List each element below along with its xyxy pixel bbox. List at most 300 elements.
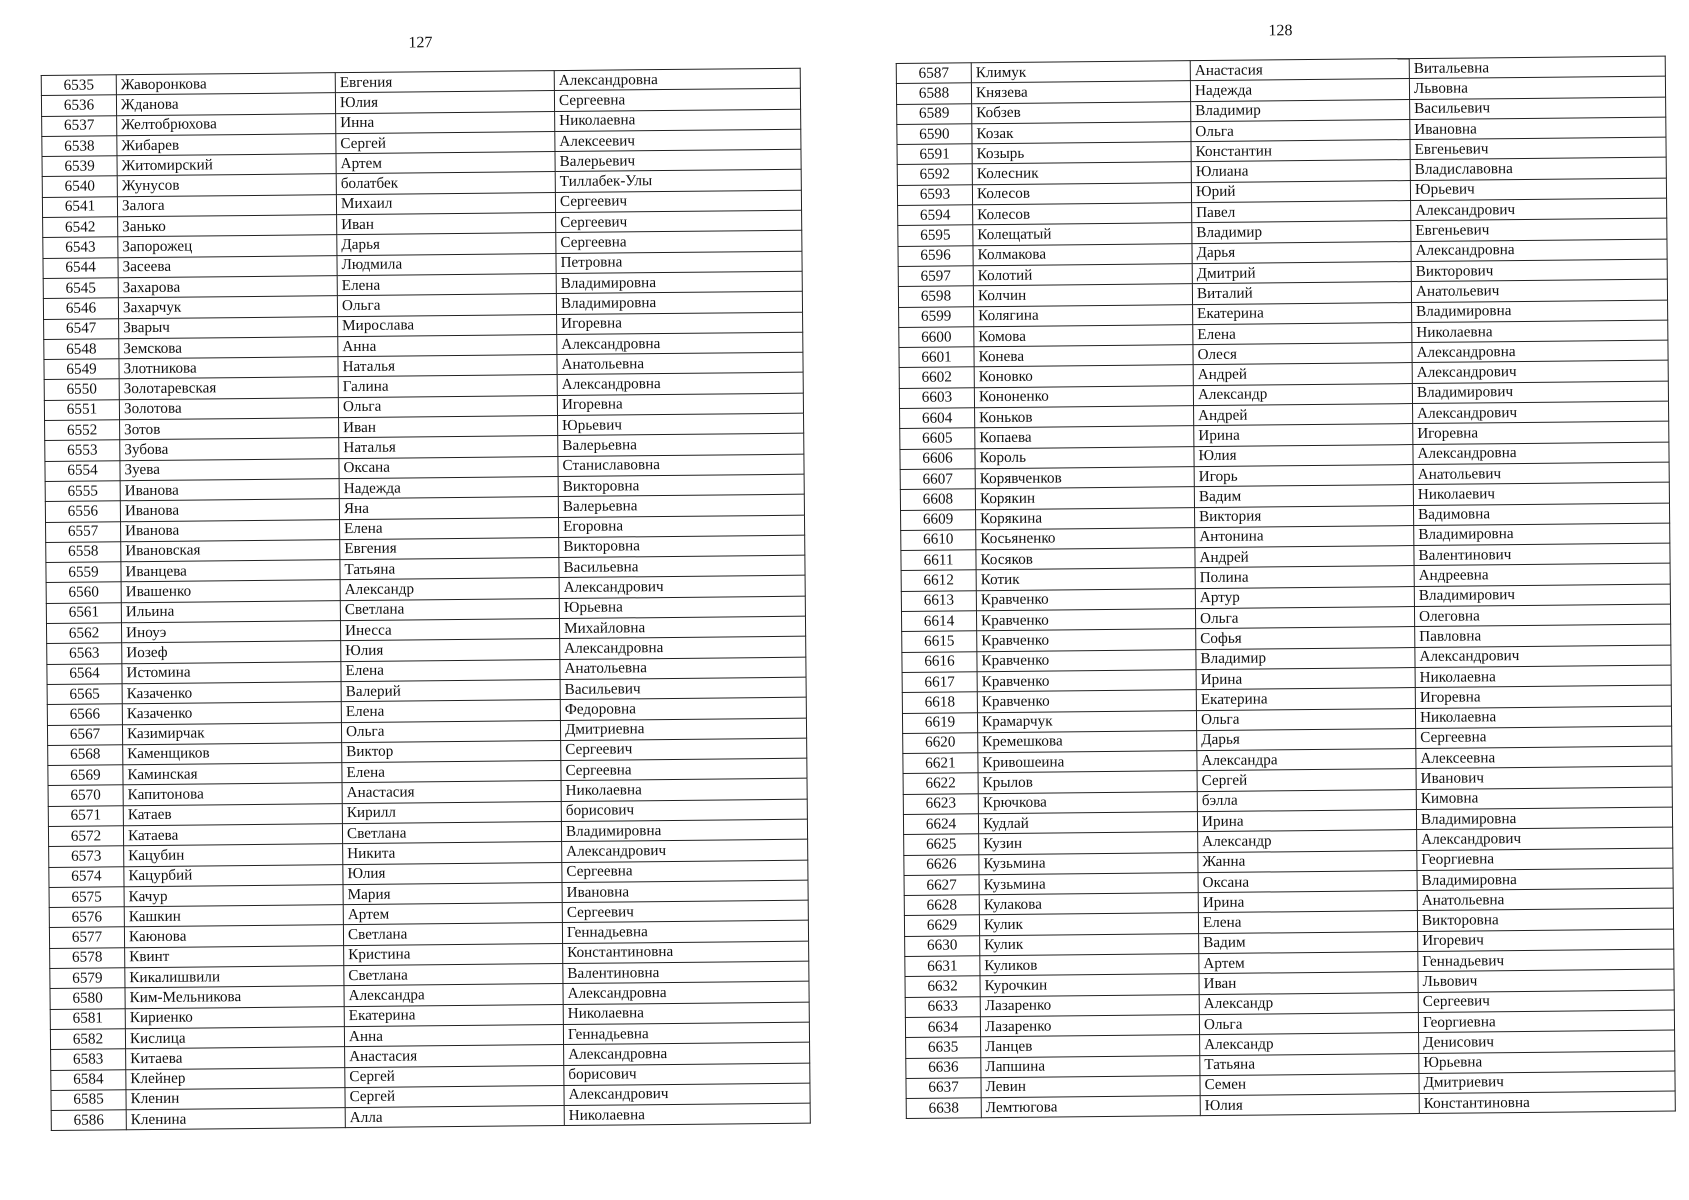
first-name-cell: Анна bbox=[338, 334, 557, 356]
first-name-cell: Екатерина bbox=[344, 1004, 563, 1026]
first-name-cell: Наталья bbox=[338, 355, 557, 377]
surname-cell: Ильина bbox=[121, 600, 340, 622]
first-name-cell: Анастасия bbox=[345, 1045, 564, 1067]
surname-cell: Казимирчак bbox=[122, 722, 341, 744]
first-name-cell: Андрей bbox=[1195, 546, 1414, 568]
surname-cell: Качур bbox=[124, 885, 343, 907]
patronymic-cell: Сергеевич bbox=[555, 190, 801, 213]
surname-cell: Каменщиков bbox=[123, 742, 342, 764]
first-name-cell: Яна bbox=[339, 497, 558, 519]
patronymic-cell: Викторович bbox=[1411, 259, 1667, 282]
record-number-cell: 6588 bbox=[896, 83, 971, 104]
patronymic-cell: Львовна bbox=[1409, 76, 1665, 99]
first-name-cell: Мария bbox=[343, 882, 562, 904]
patronymic-cell: Александровна bbox=[564, 1042, 810, 1065]
surname-cell: Колотий bbox=[973, 264, 1192, 286]
patronymic-cell: Кимовна bbox=[1416, 787, 1672, 810]
record-number-cell: 6540 bbox=[42, 176, 117, 197]
record-number-cell: 6629 bbox=[904, 915, 979, 936]
record-number-cell: 6580 bbox=[50, 988, 125, 1009]
record-number-cell: 6611 bbox=[901, 550, 976, 571]
record-number-cell: 6565 bbox=[47, 684, 122, 705]
first-name-cell: Светлана bbox=[343, 923, 562, 945]
patronymic-cell: Сергеевич bbox=[562, 900, 808, 923]
first-name-cell: Артем bbox=[343, 903, 562, 925]
patronymic-cell: Александровна bbox=[1412, 340, 1668, 363]
first-name-cell: Андрей bbox=[1194, 404, 1413, 426]
record-number-cell: 6541 bbox=[42, 197, 117, 218]
surname-cell: Колещатый bbox=[973, 223, 1192, 245]
surname-cell: Иноуэ bbox=[121, 621, 340, 643]
surname-cell: Левин bbox=[981, 1075, 1200, 1097]
patronymic-cell: Александрович bbox=[1411, 198, 1667, 221]
surname-cell: Косьяненко bbox=[976, 527, 1195, 549]
surname-cell: Крамарчук bbox=[977, 710, 1196, 732]
record-number-cell: 6574 bbox=[49, 866, 124, 887]
first-name-cell: Виктор bbox=[342, 740, 561, 762]
patronymic-cell: Владимировна bbox=[556, 291, 802, 314]
record-number-cell: 6602 bbox=[899, 367, 974, 388]
surname-cell: Ким-Мельникова bbox=[125, 986, 344, 1008]
record-number-cell: 6623 bbox=[903, 793, 978, 814]
patronymic-cell: Юрьевна bbox=[1419, 1051, 1675, 1074]
patronymic-cell: Анатольевич bbox=[1411, 279, 1667, 302]
first-name-cell: Елена bbox=[1198, 911, 1417, 933]
first-name-cell: Евгения bbox=[335, 71, 554, 93]
record-number-cell: 6605 bbox=[900, 428, 975, 449]
first-name-cell: Александр bbox=[1193, 383, 1412, 405]
patronymic-cell: Александрович bbox=[559, 576, 805, 599]
first-name-cell: Никита bbox=[343, 842, 562, 864]
first-name-cell: Владимир bbox=[1196, 647, 1415, 669]
patronymic-cell: борисович bbox=[564, 1063, 810, 1086]
record-number-cell: 6573 bbox=[49, 846, 124, 867]
first-name-cell: Ирина bbox=[1196, 667, 1415, 689]
patronymic-cell: Николаевна bbox=[564, 1103, 810, 1126]
patronymic-cell: Васильевич bbox=[560, 677, 806, 700]
surname-cell: Кузьмина bbox=[979, 852, 1198, 874]
record-number-cell: 6564 bbox=[47, 663, 122, 684]
first-name-cell: Анастасия bbox=[342, 781, 561, 803]
first-name-cell: Ольга bbox=[341, 720, 560, 742]
first-name-cell: Виктория bbox=[1194, 505, 1413, 527]
surname-cell: Кравченко bbox=[976, 609, 1195, 631]
surname-cell: Коньков bbox=[975, 406, 1194, 428]
surname-cell: Кузьмина bbox=[979, 873, 1198, 895]
surname-cell: Кулик bbox=[980, 933, 1199, 955]
patronymic-cell: Андреевна bbox=[1414, 564, 1670, 587]
record-number-cell: 6586 bbox=[51, 1110, 126, 1131]
first-name-cell: Анастасия bbox=[1190, 59, 1409, 81]
surname-cell: Лемтюгова bbox=[981, 1096, 1200, 1118]
record-number-cell: 6582 bbox=[50, 1029, 125, 1050]
patronymic-cell: Александрович bbox=[564, 1083, 810, 1106]
first-name-cell: Юлия bbox=[1200, 1094, 1419, 1116]
patronymic-cell: Анатольевна bbox=[1417, 888, 1673, 911]
first-name-cell: Иван bbox=[337, 213, 556, 235]
patronymic-cell: Владимировна bbox=[1414, 523, 1670, 546]
surname-cell: Жибарев bbox=[117, 134, 336, 156]
surname-cell: Засеева bbox=[118, 255, 337, 277]
surname-cell: Кириенко bbox=[125, 1006, 344, 1028]
record-number-cell: 6537 bbox=[42, 115, 117, 136]
record-number-cell: 6553 bbox=[45, 440, 120, 461]
record-number-cell: 6538 bbox=[42, 136, 117, 157]
record-number-cell: 6544 bbox=[43, 257, 118, 278]
record-number-cell: 6614 bbox=[901, 611, 976, 632]
patronymic-cell: Александрович bbox=[562, 839, 808, 862]
record-number-cell: 6581 bbox=[50, 1008, 125, 1029]
surname-cell: Крылов bbox=[978, 771, 1197, 793]
surname-cell: Кравченко bbox=[977, 649, 1196, 671]
first-name-cell: Софья bbox=[1196, 627, 1415, 649]
first-name-cell: Владимир bbox=[1192, 221, 1411, 243]
record-number-cell: 6569 bbox=[48, 765, 123, 786]
first-name-cell: Анна bbox=[344, 1024, 563, 1046]
patronymic-cell: Сергеевна bbox=[554, 89, 800, 112]
first-name-cell: Юрий bbox=[1191, 180, 1410, 202]
first-name-cell: Светлана bbox=[344, 964, 563, 986]
patronymic-cell: Сергеевна bbox=[1416, 726, 1672, 749]
first-name-cell: Ольга bbox=[1196, 708, 1415, 730]
surname-cell: Жунусов bbox=[117, 174, 336, 196]
first-name-cell: Юлиана bbox=[1191, 160, 1410, 182]
patronymic-cell: Георгиевна bbox=[1418, 1010, 1674, 1033]
record-number-cell: 6627 bbox=[904, 875, 979, 896]
patronymic-cell: Валерьевна bbox=[558, 494, 804, 517]
surname-cell: Ивановская bbox=[121, 539, 340, 561]
first-name-cell: Мирослава bbox=[338, 314, 557, 336]
first-name-cell: Артем bbox=[336, 152, 555, 174]
first-name-cell: Светлана bbox=[340, 598, 559, 620]
surname-cell: Каюнова bbox=[124, 925, 343, 947]
first-name-cell: Ольга bbox=[337, 294, 556, 316]
patronymic-cell: Павловна bbox=[1415, 624, 1671, 647]
record-number-cell: 6587 bbox=[896, 63, 971, 84]
first-name-cell: Ольга bbox=[1195, 607, 1414, 629]
record-number-cell: 6552 bbox=[45, 420, 120, 441]
patronymic-cell: борисович bbox=[561, 799, 807, 822]
surname-cell: Копаева bbox=[975, 426, 1194, 448]
patronymic-cell: Васильевич bbox=[1410, 97, 1666, 120]
surname-cell: Конева bbox=[974, 345, 1193, 367]
record-number-cell: 6606 bbox=[900, 448, 975, 469]
patronymic-cell: Владимировна bbox=[561, 819, 807, 842]
first-name-cell: Елена bbox=[341, 700, 560, 722]
first-name-cell: Александр bbox=[1200, 1033, 1419, 1055]
patronymic-cell: Владимировна bbox=[1417, 868, 1673, 891]
first-name-cell: Инна bbox=[336, 111, 555, 133]
first-name-cell: Вадим bbox=[1194, 485, 1413, 507]
right-page bbox=[895, 0, 1676, 1188]
first-name-cell: Татьяна bbox=[1200, 1053, 1419, 1075]
patronymic-cell: Александровна bbox=[563, 982, 809, 1005]
first-name-cell: Екатерина bbox=[1193, 302, 1412, 324]
record-number-cell: 6543 bbox=[43, 237, 118, 258]
first-name-cell: Кристина bbox=[344, 943, 563, 965]
record-number-cell: 6620 bbox=[903, 733, 978, 754]
patronymic-cell: Егоровна bbox=[558, 515, 804, 538]
patronymic-cell: Николаевна bbox=[555, 109, 801, 132]
first-name-cell: Артур bbox=[1195, 586, 1414, 608]
first-name-cell: Елена bbox=[342, 761, 561, 783]
patronymic-cell: Николаевна bbox=[1412, 320, 1668, 343]
surname-cell: Лазаренко bbox=[980, 1015, 1199, 1037]
first-name-cell: Елена bbox=[337, 274, 556, 296]
surname-cell: Козак bbox=[972, 122, 1191, 144]
patronymic-cell: Викторовна bbox=[559, 535, 805, 558]
patronymic-cell: Валерьевич bbox=[555, 149, 801, 172]
record-number-cell: 6608 bbox=[900, 489, 975, 510]
first-name-cell: Жанна bbox=[1198, 850, 1417, 872]
surname-cell: Занько bbox=[118, 215, 337, 237]
surname-cell: Куликов bbox=[980, 954, 1199, 976]
patronymic-cell: Игоревна bbox=[557, 312, 803, 335]
patronymic-cell: Николаевна bbox=[561, 779, 807, 802]
first-name-cell: Константин bbox=[1191, 140, 1410, 162]
surname-cell: Кононенко bbox=[974, 385, 1193, 407]
patronymic-cell: Николаевна bbox=[1415, 665, 1671, 688]
first-name-cell: Елена bbox=[339, 517, 558, 539]
record-number-cell: 6571 bbox=[48, 805, 123, 826]
surname-cell: Курочкин bbox=[980, 974, 1199, 996]
record-number-cell: 6578 bbox=[50, 947, 125, 968]
surname-cell: Запорожец bbox=[118, 235, 337, 257]
record-number-cell: 6591 bbox=[897, 144, 972, 165]
patronymic-cell: Вадимовна bbox=[1413, 503, 1669, 526]
record-number-cell: 6583 bbox=[51, 1049, 126, 1070]
patronymic-cell: Юрьевич bbox=[558, 413, 804, 436]
patronymic-cell: Федоровна bbox=[560, 697, 806, 720]
record-number-cell: 6576 bbox=[49, 907, 124, 928]
patronymic-cell: Тиллабек-Улы bbox=[555, 170, 801, 193]
record-number-cell: 6567 bbox=[47, 724, 122, 745]
record-number-cell: 6551 bbox=[44, 400, 119, 421]
patronymic-cell: Александровна bbox=[554, 68, 800, 91]
surname-cell: Комова bbox=[974, 325, 1193, 347]
first-name-cell: Юлия bbox=[341, 639, 560, 661]
surname-cell: Колесник bbox=[972, 162, 1191, 184]
first-name-cell: Антонина bbox=[1195, 525, 1414, 547]
surname-cell: Лапшина bbox=[981, 1055, 1200, 1077]
record-number-cell: 6615 bbox=[902, 631, 977, 652]
record-number-cell: 6618 bbox=[902, 692, 977, 713]
record-number-cell: 6593 bbox=[897, 185, 972, 206]
surname-cell: Кацурбий bbox=[124, 864, 343, 886]
first-name-cell: Владимир bbox=[1191, 99, 1410, 121]
first-name-cell: Артем bbox=[1199, 952, 1418, 974]
surname-cell: Кленина bbox=[126, 1108, 345, 1130]
patronymic-cell: Анатольевна bbox=[557, 352, 803, 375]
record-number-cell: 6572 bbox=[48, 826, 123, 847]
surname-cell: Иванцева bbox=[121, 560, 340, 582]
patronymic-cell: Сергеевна bbox=[562, 860, 808, 883]
surname-cell: Квинт bbox=[125, 945, 344, 967]
first-name-cell: Оксана bbox=[339, 456, 558, 478]
surname-cell: Кузин bbox=[979, 832, 1198, 854]
surname-cell: Колчин bbox=[973, 284, 1192, 306]
surname-cell: Кудлай bbox=[978, 812, 1197, 834]
patronymic-cell: Анатольевич bbox=[1413, 462, 1669, 485]
surname-cell: Колесов bbox=[973, 203, 1192, 225]
patronymic-cell: Викторовна bbox=[1417, 909, 1673, 932]
patronymic-cell: Львович bbox=[1418, 969, 1674, 992]
patronymic-cell: Сергеевич bbox=[561, 738, 807, 761]
surname-cell: Колягина bbox=[974, 304, 1193, 326]
patronymic-cell: Владимировна bbox=[1416, 807, 1672, 830]
record-number-cell: 6546 bbox=[43, 298, 118, 319]
surname-cell: Клейнер bbox=[126, 1067, 345, 1089]
patronymic-cell: Витальевна bbox=[1409, 56, 1665, 79]
first-name-cell: Дарья bbox=[1192, 241, 1411, 263]
first-name-cell: Ольга bbox=[1199, 1012, 1418, 1034]
patronymic-cell: Ивановна bbox=[1410, 117, 1666, 140]
record-number-cell: 6566 bbox=[47, 704, 122, 725]
record-number-cell: 6550 bbox=[44, 379, 119, 400]
patronymic-cell: Георгиевна bbox=[1417, 848, 1673, 871]
surname-cell: Кулик bbox=[979, 913, 1198, 935]
first-name-cell: Алла bbox=[345, 1106, 564, 1128]
surname-cell: Корякин bbox=[975, 487, 1194, 509]
record-number-cell: 6590 bbox=[897, 124, 972, 145]
record-number-cell: 6634 bbox=[905, 1017, 980, 1038]
first-name-cell: Надежда bbox=[1190, 79, 1409, 101]
patronymic-cell: Александрович bbox=[1415, 645, 1671, 668]
first-name-cell: Инесса bbox=[340, 619, 559, 641]
surname-cell: Кравченко bbox=[977, 690, 1196, 712]
record-number-cell: 6637 bbox=[906, 1078, 981, 1099]
first-name-cell: Ирина bbox=[1198, 891, 1417, 913]
first-name-cell: Надежда bbox=[339, 476, 558, 498]
patronymic-cell: Николаевна bbox=[1415, 706, 1671, 729]
record-number-cell: 6542 bbox=[43, 217, 118, 238]
patronymic-cell: Николаевна bbox=[563, 1002, 809, 1025]
left-page bbox=[40, 0, 811, 1200]
patronymic-cell: Сергеевна bbox=[556, 231, 802, 254]
first-name-cell: Дарья bbox=[1197, 728, 1416, 750]
patronymic-cell: Юрьевна bbox=[559, 596, 805, 619]
surname-cell: Колесов bbox=[972, 182, 1191, 204]
patronymic-cell: Алексеевич bbox=[555, 129, 801, 152]
record-number-cell: 6562 bbox=[46, 623, 121, 644]
record-number-cell: 6600 bbox=[899, 327, 974, 348]
surname-cell: Захарчук bbox=[118, 296, 337, 318]
surname-cell: Катаева bbox=[123, 824, 342, 846]
record-number-cell: 6599 bbox=[899, 306, 974, 327]
first-name-cell: Дмитрий bbox=[1192, 262, 1411, 284]
first-name-cell: Юлия bbox=[1194, 444, 1413, 466]
record-number-cell: 6633 bbox=[905, 996, 980, 1017]
surname-cell: Житомирский bbox=[117, 154, 336, 176]
surname-cell: Кикалишвили bbox=[125, 966, 344, 988]
record-number-cell: 6555 bbox=[45, 481, 120, 502]
surname-cell: Ланцев bbox=[981, 1035, 1200, 1057]
patronymic-cell: Владимировна bbox=[1412, 300, 1668, 323]
record-number-cell: 6585 bbox=[51, 1090, 126, 1111]
patronymic-cell: Владиславовна bbox=[1410, 158, 1666, 181]
surname-cell: Капитонова bbox=[123, 783, 342, 805]
record-number-cell: 6595 bbox=[898, 225, 973, 246]
first-name-cell: Иван bbox=[339, 416, 558, 438]
patronymic-cell: Александровна bbox=[1411, 239, 1667, 262]
first-name-cell: Сергей bbox=[345, 1065, 564, 1087]
patronymic-cell: Викторовна bbox=[558, 474, 804, 497]
first-name-cell: Юлия bbox=[343, 862, 562, 884]
first-name-cell: Сергей bbox=[345, 1085, 564, 1107]
first-name-cell: Семен bbox=[1200, 1073, 1419, 1095]
record-number-cell: 6557 bbox=[46, 521, 121, 542]
record-number-cell: 6547 bbox=[44, 318, 119, 339]
first-name-cell: Александр bbox=[1199, 992, 1418, 1014]
surname-cell: Казаченко bbox=[122, 702, 341, 724]
surname-cell: Земскова bbox=[119, 337, 338, 359]
surname-cell: Кремешкова bbox=[978, 730, 1197, 752]
patronymic-cell: Александрович bbox=[1417, 827, 1673, 850]
patronymic-cell: Евгеньевич bbox=[1411, 218, 1667, 241]
surname-cell: Король bbox=[975, 446, 1194, 468]
first-name-cell: Александр bbox=[1198, 830, 1417, 852]
surname-cell: Корявченков bbox=[975, 467, 1194, 489]
record-number-cell: 6635 bbox=[906, 1037, 981, 1058]
patronymic-cell: Александровна bbox=[557, 332, 803, 355]
first-name-cell: Оксана bbox=[1198, 870, 1417, 892]
surname-cell: Каминская bbox=[123, 763, 342, 785]
record-number-cell: 6597 bbox=[898, 266, 973, 287]
record-number-cell: 6636 bbox=[906, 1057, 981, 1078]
record-number-cell: 6579 bbox=[50, 968, 125, 989]
surname-cell: Климук bbox=[971, 61, 1190, 83]
patronymic-cell: Константиновна bbox=[563, 941, 809, 964]
patronymic-cell: Александрович bbox=[1413, 401, 1669, 424]
record-number-cell: 6598 bbox=[898, 286, 973, 307]
patronymic-cell: Игоревич bbox=[1418, 929, 1674, 952]
patronymic-cell: Олеговна bbox=[1414, 604, 1670, 627]
first-name-cell: Сергей bbox=[1197, 769, 1416, 791]
patronymic-cell: Михайловна bbox=[559, 616, 805, 639]
record-number-cell: 6617 bbox=[902, 672, 977, 693]
record-number-cell: 6607 bbox=[900, 469, 975, 490]
patronymic-cell: Сергеевна bbox=[561, 758, 807, 781]
surname-cell: Желтобрюхова bbox=[117, 113, 336, 135]
surname-cell: Косяков bbox=[976, 548, 1195, 570]
roster-body bbox=[41, 68, 810, 1131]
roster-table bbox=[896, 56, 1676, 1120]
record-number-cell: 6630 bbox=[905, 935, 980, 956]
patronymic-cell: Игоревна bbox=[1415, 685, 1671, 708]
surname-cell: Залога bbox=[117, 194, 336, 216]
surname-cell: Иванова bbox=[121, 519, 340, 541]
surname-cell: Китаева bbox=[126, 1047, 345, 1069]
record-number-cell: 6592 bbox=[897, 164, 972, 185]
first-name-cell: Галина bbox=[338, 375, 557, 397]
patronymic-cell: Геннадьевна bbox=[563, 1022, 809, 1045]
roster-table bbox=[41, 68, 811, 1132]
surname-cell: Катаев bbox=[123, 803, 342, 825]
patronymic-cell: Иванович bbox=[1416, 766, 1672, 789]
surname-cell: Крючкова bbox=[978, 791, 1197, 813]
surname-cell: Ивашенко bbox=[121, 580, 340, 602]
page-number: 127 bbox=[408, 34, 433, 52]
patronymic-cell: Алексеевна bbox=[1416, 746, 1672, 769]
surname-cell: Зубова bbox=[120, 438, 339, 460]
record-number-cell: 6539 bbox=[42, 156, 117, 177]
record-number-cell: 6575 bbox=[49, 887, 124, 908]
surname-cell: Кацубин bbox=[124, 844, 343, 866]
patronymic-cell: Дмитриевна bbox=[560, 718, 806, 741]
first-name-cell: Сергей bbox=[336, 131, 555, 153]
patronymic-cell: Денисович bbox=[1419, 1030, 1675, 1053]
first-name-cell: Андрей bbox=[1193, 363, 1412, 385]
